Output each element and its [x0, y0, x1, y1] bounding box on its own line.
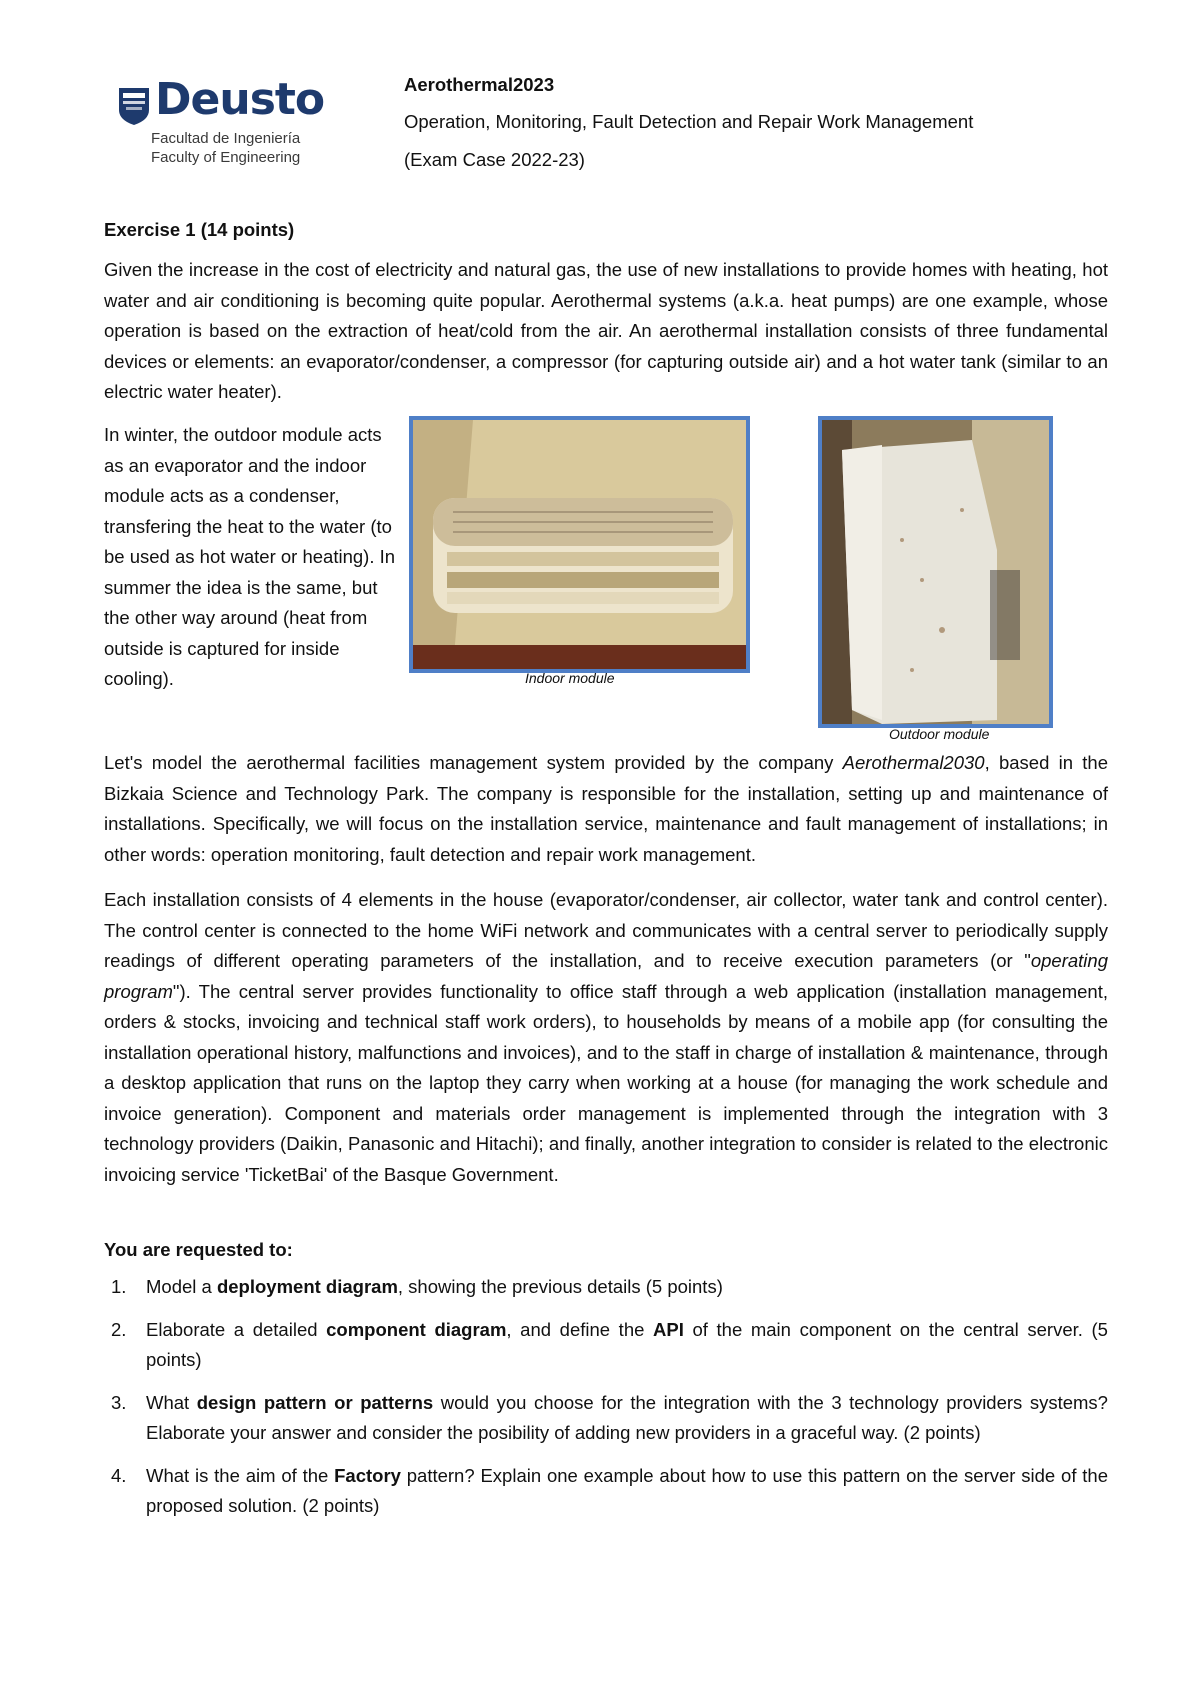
document-subtitle: Operation, Monitoring, Fault Detection and Repair Work Management	[404, 111, 974, 132]
task-item	[104, 1315, 1108, 1376]
task-text: Elaborate a detailed	[146, 1318, 327, 1340]
task-item	[104, 1461, 1108, 1522]
outdoor-module-caption: Outdoor module	[889, 726, 990, 742]
indoor-unit-illustration	[413, 420, 746, 669]
task-number: 2.	[111, 1318, 127, 1340]
task-keyword: design pattern or patterns	[196, 1391, 434, 1413]
task-item	[104, 1388, 1108, 1449]
task-text: What is the aim of the	[146, 1464, 335, 1486]
winter-paragraph: In winter, the outdoor module acts as an evaporator and the indoor module acts as a condenser, transfering the heat to the water (to be used as hot water or heating). In summer the idea is the same, but the other way around (heat from outside is captured for inside cooling).	[104, 424, 396, 689]
task-keyword: deployment diagram	[216, 1276, 398, 1297]
installation-paragraph-end: "). The central server provides functionality to office staff through a web application (installation management, orders & stocks, invoicing and technical staff work orders), to households by means of a mobile app (for consulting the installation operational history, malfunctions and invoices), and to the staff in charge of installation & maintenance, through a desktop application that runs on the laptop they carry when working at a house (for managing the work schedule and invoice generation). Component and materials order management is implemented through the integration with 3 technology providers (Daikin, Panasonic and Hitachi); and finally, another integration to consider is related to the electronic invoicing service 'TicketBai' of the Basque Government.	[104, 980, 1108, 1185]
installation-paragraph-start: Each installation consists of 4 elements in the house (evaporator/condenser, air collector, water tank and control center). The control center is connected to the home WiFi network and communicates with a central server to periodically supply readings of different operating parameters of the installation, and to receive execution parameters (or "	[104, 889, 1108, 971]
deusto-logo	[117, 74, 327, 170]
task-list	[104, 1272, 1108, 1534]
task-text: What	[146, 1391, 197, 1413]
indoor-module-photo	[409, 416, 750, 673]
intro-paragraph: Given the increase in the cost of electricity and natural gas, the use of new installations to provide homes with heating, hot water and air conditioning is becoming quite popular. Aerothermal systems (a.k.a. heat pumps) are one example, whose operation is based on the extraction of heat/cold from the air. An aerothermal installation consists of three fundamental devices or elements: an evaporator/condenser, a compressor (for capturing outside air) and a hot water tank (similar to an electric water heater).	[104, 259, 1108, 402]
requested-heading: You are requested to:	[104, 1239, 293, 1260]
logo-subtitle-es: Facultad de Ingeniería	[151, 130, 301, 147]
task-text: of the main component on the central server. (5 points)	[146, 1318, 1108, 1370]
installation-paragraph	[104, 885, 1108, 1190]
task-keyword: component diagram	[326, 1318, 507, 1340]
company-paragraph-end: , based in the Bizkaia Science and Technology Park. The company is responsible for the installation, setting up and maintenance of installations. Specifically, we will focus on the installation service, maintenance and fault management of installations; in other words: operation monitoring, fault detection and repair work management.	[104, 752, 1108, 865]
task-item	[104, 1272, 1108, 1303]
company-paragraph	[104, 748, 1108, 870]
task-text: , and define the	[506, 1318, 654, 1340]
logo-wordmark: Deusto	[155, 74, 325, 125]
task-number: 3.	[111, 1391, 127, 1413]
indoor-module-caption: Indoor module	[525, 670, 615, 686]
exam-case-label: (Exam Case 2022-23)	[404, 149, 585, 170]
task-text: would you choose for the integration with the 3 technology providers systems? Elaborate your answer and consider the posibility of adding new providers in a graceful way. (2 points)	[146, 1391, 1108, 1443]
task-keyword: API	[653, 1318, 684, 1340]
task-keyword: Factory	[334, 1464, 401, 1486]
deusto-shield-icon	[117, 86, 151, 126]
document-title: Aerothermal2023	[404, 74, 555, 95]
outdoor-unit-illustration	[822, 420, 1049, 724]
task-number: 4.	[111, 1464, 127, 1486]
company-paragraph-start: Let's model the aerothermal facilities management system provided by the company	[104, 752, 843, 773]
company-name: Aerothermal2030	[842, 752, 985, 773]
outdoor-module-photo	[818, 416, 1053, 728]
task-text: pattern? Explain one example about how to use this pattern on the server side of the proposed solution. (2 points)	[146, 1464, 1108, 1516]
operating-program-term: operating program	[104, 950, 1108, 1002]
task-text: , showing the previous details (5 points)	[397, 1276, 723, 1297]
logo-subtitle-en: Faculty of Engineering	[151, 149, 301, 166]
task-text: Model a	[146, 1276, 217, 1297]
exercise-title: Exercise 1 (14 points)	[104, 219, 295, 240]
task-number: 1.	[111, 1276, 127, 1297]
